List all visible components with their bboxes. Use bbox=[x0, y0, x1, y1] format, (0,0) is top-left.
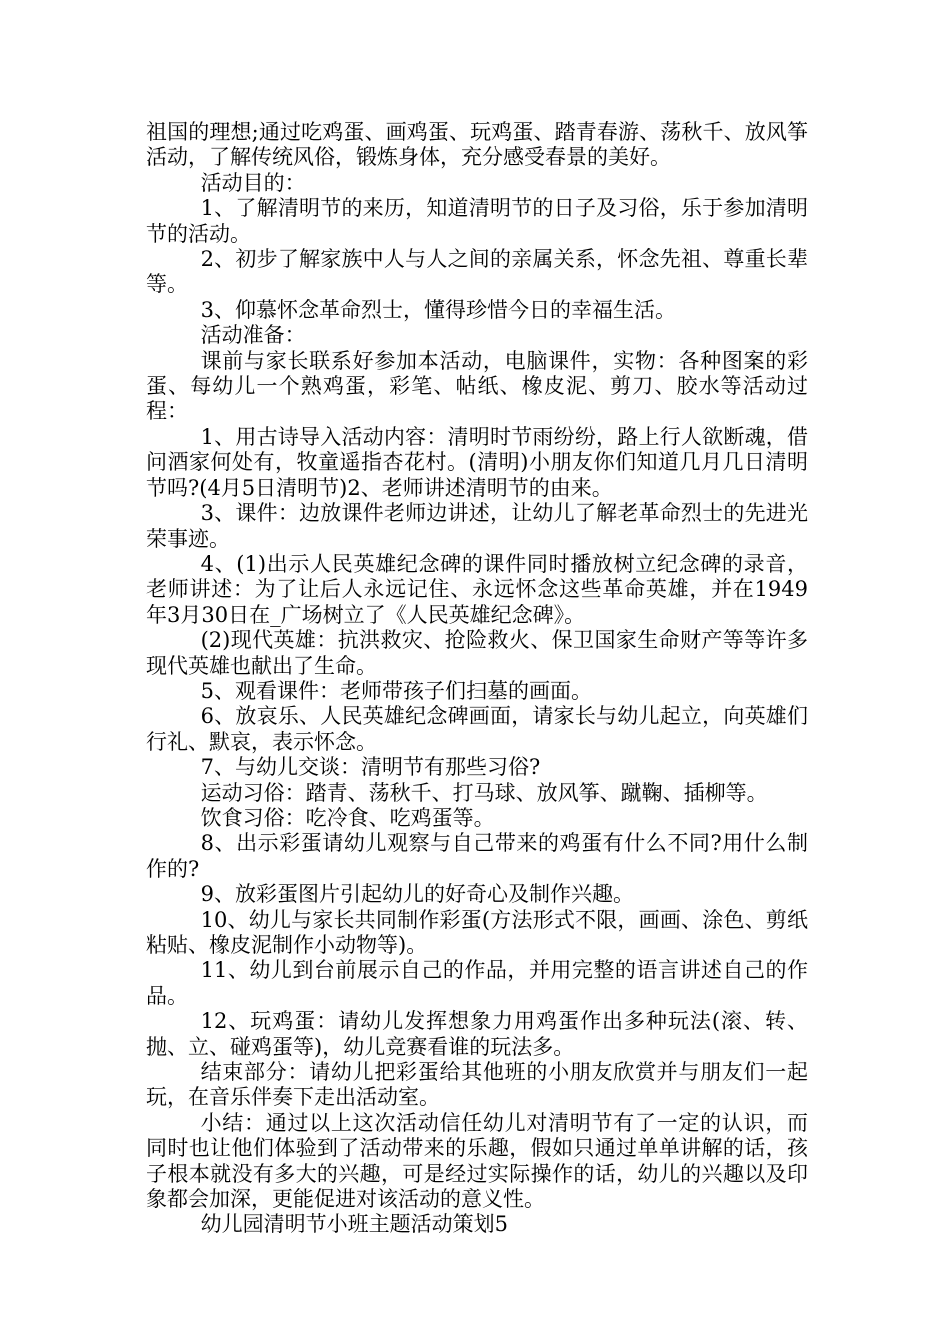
paragraph: 课前与家长联系好参加本活动，电脑课件，实物：各种图案的彩蛋、每幼儿一个熟鸡蛋，彩笔、帖纸、橡皮泥、剪刀、胶水等活动过程： bbox=[146, 348, 808, 424]
section-heading-preparation: 活动准备： bbox=[200, 323, 306, 348]
paragraph: 4、(1)出示人民英雄纪念碑的课件同时播放树立纪念碑的录音，老师讲述：为了让后人永远记住、永远怀念这些革命英雄，并在1949年3月30日在_广场树立了《人民英雄纪念碑》。 bbox=[146, 551, 808, 627]
paragraph: 结束部分：请幼儿把彩蛋给其他班的小朋友欣赏并与朋友们一起玩，在音乐伴奏下走出活动室。 bbox=[146, 1060, 808, 1110]
document-body bbox=[146, 120, 808, 1238]
paragraph: 11、幼儿到台前展示自己的作品，并用完整的语言讲述自己的作品。 bbox=[146, 958, 808, 1008]
paragraph: 小结：通过以上这次活动信任幼儿对清明节有了一定的认识，而同时也让他们体验到了活动带来的乐趣，假如只通过单单讲解的话，孩子根本就没有多大的兴趣，可是经过实际操作的话，幼儿的兴趣以及印象都会加深，更能促进对该活动的意义性。 bbox=[146, 1110, 808, 1212]
section-heading-goals: 活动目的： bbox=[200, 170, 306, 195]
paragraph: 祖国的理想;通过吃鸡蛋、画鸡蛋、玩鸡蛋、踏青春游、荡秋千、放风筝活动，了解传统风俗，锻炼身体，充分感受春景的美好。 bbox=[146, 120, 808, 170]
paragraph: 运动习俗：踏青、荡秋千、打马球、放风筝、蹴鞠、插柳等。 bbox=[200, 780, 768, 805]
paragraph: 3、课件：边放课件老师边讲述，让幼儿了解老革命烈士的先进光荣事迹。 bbox=[146, 501, 808, 551]
paragraph: 3、仰慕怀念革命烈士，懂得珍惜今日的幸福生活。 bbox=[200, 297, 676, 322]
paragraph: 8、出示彩蛋请幼儿观察与自己带来的鸡蛋有什么不同?用什么制作的? bbox=[146, 831, 808, 881]
paragraph: 12、玩鸡蛋：请幼儿发挥想象力用鸡蛋作出多种玩法(滚、转、抛、立、碰鸡蛋等)，幼儿竞赛看谁的玩法多。 bbox=[146, 1009, 808, 1059]
paragraph: 饮食习俗：吃冷食、吃鸡蛋等。 bbox=[200, 805, 495, 830]
paragraph: 1、了解清明节的来历，知道清明节的日子及习俗，乐于参加清明节的活动。 bbox=[146, 196, 808, 246]
paragraph: 10、幼儿与家长共同制作彩蛋(方法形式不限，画画、涂色、剪纸粘贴、橡皮泥制作小动物等)。 bbox=[146, 907, 808, 957]
paragraph: 7、与幼儿交谈：清明节有那些习俗? bbox=[200, 755, 541, 780]
paragraph: 9、放彩蛋图片引起幼儿的好奇心及制作兴趣。 bbox=[200, 882, 634, 907]
paragraph: 5、观看课件：老师带孩子们扫墓的画面。 bbox=[200, 678, 592, 703]
paragraph: 1、用古诗导入活动内容：清明时节雨纷纷，路上行人欲断魂，借问酒家何处有，牧童遥指杏花村。(清明)小朋友你们知道几月几日清明节吗?(4月5日清明节)2、老师讲述清明节的由来。 bbox=[146, 424, 808, 500]
paragraph: 2、初步了解家族中人与人之间的亲属关系，怀念先祖、尊重长辈等。 bbox=[146, 247, 808, 297]
paragraph: (2)现代英雄：抗洪救灾、抢险救火、保卫国家生命财产等等许多现代英雄也献出了生命。 bbox=[146, 628, 808, 678]
paragraph: 6、放哀乐、人民英雄纪念碑画面，请家长与幼儿起立，向英雄们行礼、默哀，表示怀念。 bbox=[146, 704, 808, 754]
section-title: 幼儿园清明节小班主题活动策划5 bbox=[200, 1212, 508, 1237]
